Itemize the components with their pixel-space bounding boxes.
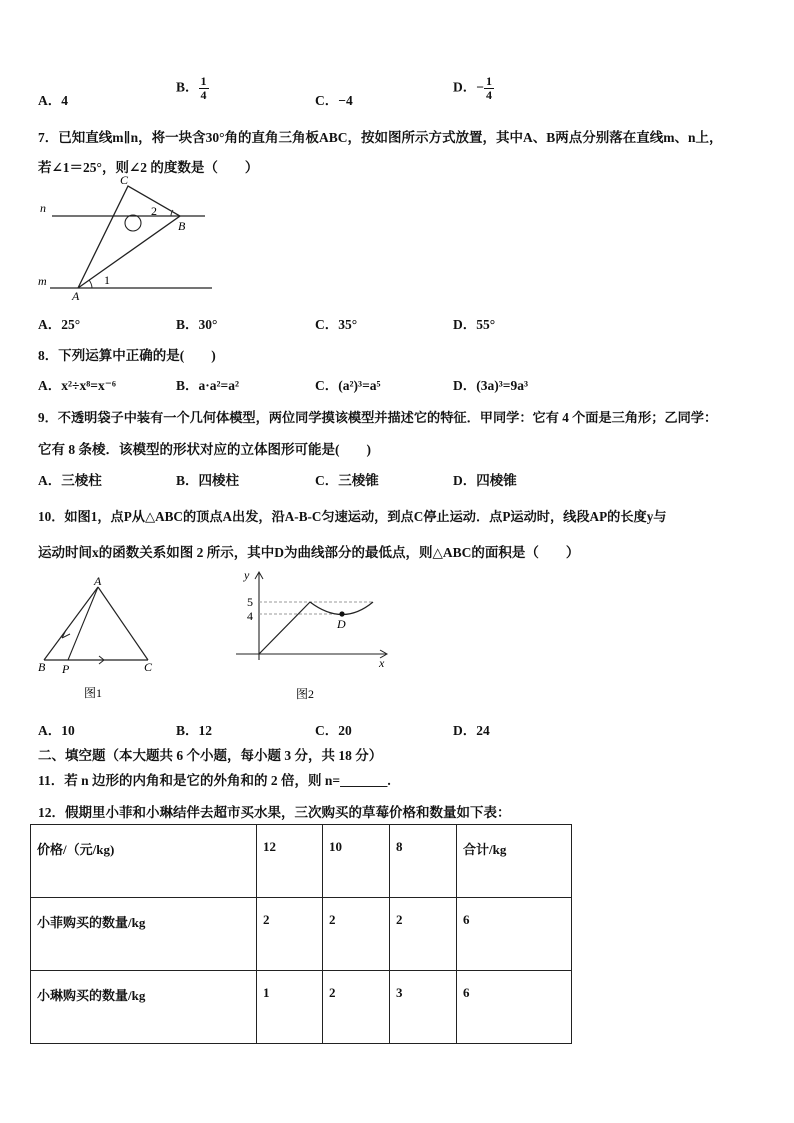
table-cell: 2 (257, 898, 323, 971)
q9-stem-line2: 它有 8 条棱．该模型的形状对应的立体图形可能是( ) (38, 442, 371, 457)
label-b: B (178, 219, 186, 233)
angle-1-arc (89, 280, 92, 288)
table-cell: 合计/kg (457, 825, 572, 898)
table-cell: 12 (257, 825, 323, 898)
q6-option-a: A．4 (38, 93, 68, 108)
side-ab (44, 587, 98, 660)
q6-option-b-prefix: B． (176, 79, 199, 95)
q6-b-numerator: 1 (200, 74, 207, 88)
q6-option-b (176, 75, 209, 102)
q8-option-a: A．x²÷x⁸=x⁻⁶ (38, 378, 116, 393)
label-angle-2: 2 (151, 204, 157, 218)
table-cell: 1 (257, 971, 323, 1044)
q7-option-a: A．25° (38, 317, 81, 332)
q7-stem-line2: 若∠1＝25°，则∠2 的度数是（ ） (38, 160, 259, 175)
q10-option-b: B．12 (176, 723, 213, 738)
fig1-label-a: A (94, 575, 102, 588)
table-row (31, 898, 572, 971)
q6-option-d-fraction (484, 75, 494, 102)
q10-option-d: D．24 (453, 723, 490, 738)
label-a: A (72, 289, 80, 303)
q6-option-c: C．−4 (315, 93, 353, 108)
q7-stem-line1: 7．已知直线m∥n，将一块含30°角的直角三角板ABC，按如图所示方式放置，其中A、B两点分别落在直线m、n上， (38, 130, 723, 145)
q9-option-b: B．四棱柱 (176, 473, 240, 488)
fig1-label-b: B (38, 660, 46, 674)
triangle-hole (125, 215, 141, 231)
fig1-label-p: P (62, 662, 70, 676)
q8-option-c: C．(a²)³=a⁵ (315, 378, 381, 393)
table-cell: 价格/（元/kg) (31, 825, 257, 898)
fig2-caption: 图2 (296, 687, 315, 701)
table-cell: 3 (390, 971, 457, 1044)
table-cell: 2 (390, 898, 457, 971)
q8-option-b: B．a·a²=a² (176, 378, 240, 393)
table-cell: 2 (323, 898, 390, 971)
q6-d-numerator: 1 (485, 74, 492, 88)
q10-stem-line2: 运动时间x的函数关系如图 2 所示，其中D为曲线部分的最低点，则△ABC的面积是（ ） (38, 545, 580, 560)
q7-option-d: D．55° (453, 317, 496, 332)
q7-figure (30, 172, 230, 304)
fig1-caption: 图1 (84, 686, 103, 700)
q7-option-c: C．35° (315, 317, 358, 332)
side-ac (98, 587, 148, 660)
q10-figure-2 (228, 565, 393, 705)
segment-ap (68, 587, 98, 660)
q10-option-a: A．10 (38, 723, 75, 738)
fig2-tick-5: 5 (247, 595, 253, 609)
graph-linear-segment (259, 602, 310, 654)
label-c: C (120, 173, 129, 187)
table-row (31, 971, 572, 1044)
table-cell: 6 (457, 898, 572, 971)
q9-option-a: A．三棱柱 (38, 473, 102, 488)
fig1-label-c: C (144, 660, 153, 674)
table-cell: 8 (390, 825, 457, 898)
q9-option-d: D．四棱锥 (453, 473, 517, 488)
q12-stem: 12．假期里小菲和小琳结伴去超市买水果，三次购买的草莓价格和数量如下表： (38, 805, 511, 820)
q8-stem: 8．下列运算中正确的是( ) (38, 348, 216, 363)
q10-stem-line1: 10．如图1，点P从△ABC的顶点A出发，沿A-B-C匀速运动，到点C停止运动．点P运动时，线段AP的长度y与 (38, 509, 667, 524)
table-cell: 小菲购买的数量/kg (31, 898, 257, 971)
q6-option-b-fraction (199, 75, 209, 102)
label-n: n (40, 201, 46, 215)
table-cell: 10 (323, 825, 390, 898)
fig2-label-y: y (244, 568, 250, 582)
fig2-tick-4: 4 (247, 609, 253, 623)
table-cell: 2 (323, 971, 390, 1044)
arrow-along-bc (92, 656, 104, 664)
q12-table (30, 824, 572, 1044)
q10-option-c: C．20 (315, 723, 352, 738)
table-cell: 6 (457, 971, 572, 1044)
q7-option-b: B．30° (176, 317, 218, 332)
label-angle-1: 1 (104, 273, 110, 287)
q9-option-c: C．三棱锥 (315, 473, 379, 488)
point-d (339, 611, 344, 616)
table-row (31, 825, 572, 898)
q6-b-denominator: 4 (200, 88, 207, 102)
q10-figure-1 (30, 575, 180, 705)
label-m: m (38, 274, 47, 288)
q6-d-denominator: 4 (485, 88, 492, 102)
q9-stem-line1: 9．不透明袋子中装有一个几何体模型，两位同学摸该模型并描述它的特征．甲同学：它有 4 个面是三角形；乙同学： (38, 410, 718, 425)
table-cell: 小琳购买的数量/kg (31, 971, 257, 1044)
q6-option-d-prefix: D．− (453, 79, 484, 95)
fig2-label-x: x (379, 656, 385, 670)
q11-stem: 11．若 n 边形的内角和是它的外角和的 2 倍，则 n=_______. (38, 773, 391, 788)
section-2-heading: 二、填空题（本大题共 6 个小题，每小题 3 分，共 18 分） (38, 748, 383, 763)
fig2-label-d: D (337, 617, 346, 631)
q6-option-d (453, 75, 494, 102)
triangle-abc (78, 186, 180, 288)
q8-option-d: D．(3a)³=9a³ (453, 378, 529, 393)
